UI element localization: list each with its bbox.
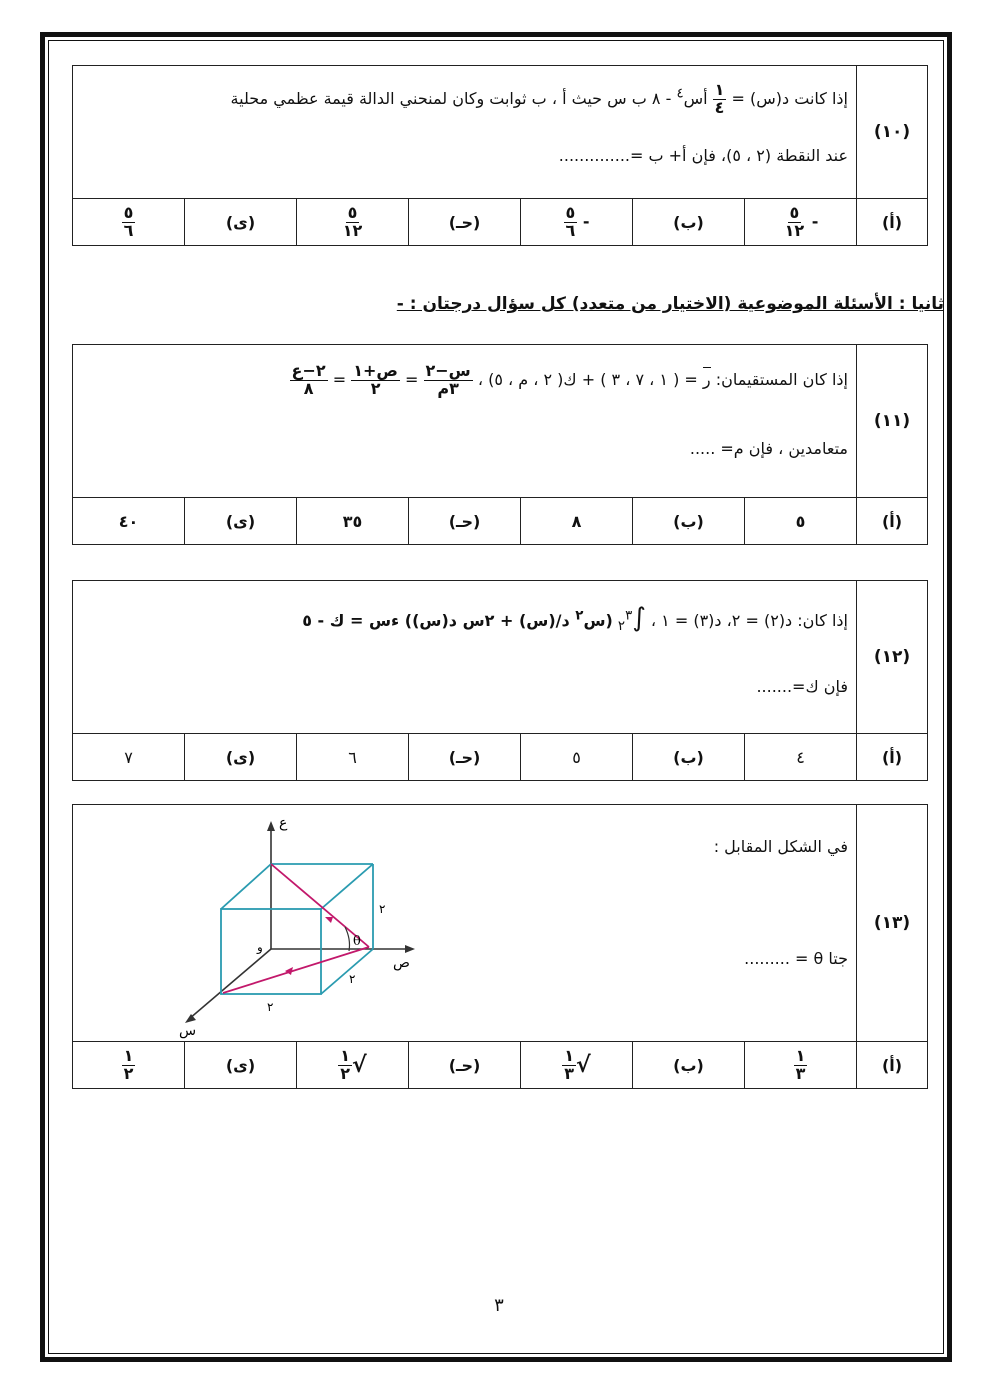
q10-option-d[interactable]: $\frac{٥}{٦}$ bbox=[73, 199, 185, 246]
question-10-stem bbox=[73, 66, 857, 199]
q12-label-b: (ب) bbox=[633, 734, 745, 781]
q10-label-a: (أ) bbox=[857, 199, 928, 246]
q13-option-c[interactable]: √ $\frac{١}{٢}$ bbox=[297, 1042, 409, 1089]
q12-option-d[interactable]: ٧ bbox=[73, 734, 185, 781]
question-13-stem bbox=[73, 805, 857, 1042]
y-axis-arrow bbox=[405, 945, 415, 953]
question-12 bbox=[72, 580, 928, 781]
q10-label-b: (ب) bbox=[633, 199, 745, 246]
page-number: ٣ bbox=[494, 1295, 504, 1316]
question-10-number: (١٠) bbox=[857, 66, 928, 199]
q11-label-c: (حـ) bbox=[409, 498, 521, 545]
section-title: ثانيا : الأسئلة الموضوعية (الاختيار من متعدد) كل سؤال درجتان : - bbox=[396, 294, 944, 314]
edge-label-2: ٢ bbox=[349, 972, 356, 986]
q11-label-a: (أ) bbox=[857, 498, 928, 545]
question-10-line2: عند النقطة (٢ ، ٥)، فإن أ+ ب =.............. bbox=[558, 146, 848, 165]
x-axis-label: س bbox=[179, 1023, 197, 1039]
q10-label-c: (حـ) bbox=[409, 199, 521, 246]
question-11-number: (١١) bbox=[857, 345, 928, 498]
q12-label-c: (حـ) bbox=[409, 734, 521, 781]
q11-option-d[interactable]: ٤٠ bbox=[73, 498, 185, 545]
q12-option-b[interactable]: ٥ bbox=[521, 734, 633, 781]
q13-label-d: (ى) bbox=[185, 1042, 297, 1089]
q13-label-a: (أ) bbox=[857, 1042, 928, 1089]
y-axis-label: ص bbox=[393, 955, 410, 971]
q12-label-d: (ى) bbox=[185, 734, 297, 781]
question-12-line1: إذا كان: د(٢) = ٢، د(٣) = ١ ، $\int_٢^٣$ (س$^٢$ د/(س) + ٢س د(س)) ءس = ك - ٥ bbox=[302, 603, 848, 635]
q11-option-b[interactable]: ٨ bbox=[521, 498, 633, 545]
q11-label-d: (ى) bbox=[185, 498, 297, 545]
question-12-stem bbox=[73, 581, 857, 734]
q12-option-a[interactable]: ٤ bbox=[745, 734, 857, 781]
question-13-number: (١٣) bbox=[857, 805, 928, 1042]
question-11-line2: متعامدين ، فإن م= ..... bbox=[689, 439, 848, 458]
q13-label-b: (ب) bbox=[633, 1042, 745, 1089]
diag-arrow-1 bbox=[325, 917, 333, 923]
q13-option-d[interactable]: $\frac{١}{٢}$ bbox=[73, 1042, 185, 1089]
x-axis bbox=[189, 949, 274, 1019]
question-11-line1: إذا كان المستقيمان: ر = ( ١ ، ٧ ، ٣ ) + ك( ٢ ، م ، ٥) ، $\frac{\text{س−٢}}{\text{٣م}}$ = $\frac{\text{ص+١}}{٢}$ = $\frac{\text{٢−ع}}{٨}$ bbox=[291, 361, 848, 398]
q11-option-c[interactable]: ٣٥ bbox=[297, 498, 409, 545]
question-10 bbox=[72, 65, 928, 246]
q10-label-d: (ى) bbox=[185, 199, 297, 246]
q10-option-b[interactable]: - $\frac{٥}{٦}$ bbox=[521, 199, 633, 246]
question-11 bbox=[72, 344, 928, 545]
question-11-stem bbox=[73, 345, 857, 498]
q13-label-c: (حـ) bbox=[409, 1042, 521, 1089]
q10-option-c[interactable]: $\frac{٥}{١٢}$ bbox=[297, 199, 409, 246]
z-axis-label: ع bbox=[279, 815, 288, 831]
origin-label: و bbox=[257, 940, 263, 954]
q11-option-a[interactable]: ٥ bbox=[745, 498, 857, 545]
question-13-line2: جتا θ = ......... bbox=[744, 949, 848, 968]
angle-label: θ bbox=[353, 934, 361, 949]
q11-label-b: (ب) bbox=[633, 498, 745, 545]
diagonals bbox=[223, 864, 369, 993]
question-10-line1: إذا كانت د(س) = $\frac{١}{٤}$ أس$^٤$ - ٨ ب س حيث أ ، ب ثوابت وكان لمنحني الدالة قيمة عظمي محلية bbox=[230, 80, 848, 117]
q10-option-a[interactable]: - $\frac{٥}{١٢}$ bbox=[745, 199, 857, 246]
edge-label-1: ٢ bbox=[379, 902, 386, 916]
q13-option-a[interactable]: $\frac{١}{٣}$ bbox=[745, 1042, 857, 1089]
edge-label-3: ٢ bbox=[267, 1000, 274, 1014]
question-12-line2: فإن ك=....... bbox=[756, 677, 848, 696]
question-13 bbox=[72, 804, 928, 1089]
q13-option-b[interactable]: √ $\frac{١}{٣}$ bbox=[521, 1042, 633, 1089]
question-13-line1: في الشكل المقابل : bbox=[713, 837, 848, 856]
q12-label-a: (أ) bbox=[857, 734, 928, 781]
z-axis-arrow bbox=[267, 821, 275, 831]
question-12-number: (١٢) bbox=[857, 581, 928, 734]
q12-option-c[interactable]: ٦ bbox=[297, 734, 409, 781]
cube-figure bbox=[173, 809, 433, 1039]
